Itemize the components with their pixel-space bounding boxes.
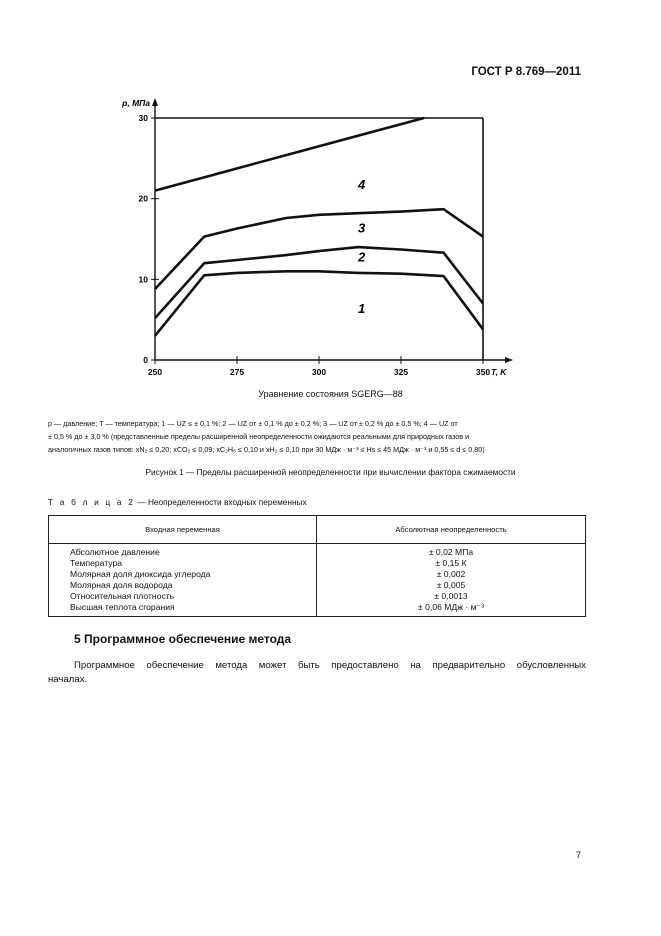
table-title-rest: — Неопределенности входных переменных [135, 497, 307, 507]
page-number: 7 [575, 850, 581, 860]
section-paragraph [48, 659, 586, 687]
table-cell-uncertainty: ± 0,005 [436, 580, 466, 590]
legend-line-2: ± 0,5 % до ± 3,0 % (представленные пределы расширенной неопределенности ожидаются реальными для природных газов и [48, 432, 470, 441]
table-cell-variable: Молярная доля диоксида углерода [70, 569, 211, 579]
table-variable-column [49, 544, 317, 617]
table-cell-variable: Молярная доля водорода [70, 580, 173, 590]
legend-line-3: аналогичных газов типов: xN₂ ≤ 0,20; xCO₂ ≤ 0,09; xC₂H₆ ≤ 0,10 и xH₂ ≤ 0,10 при 30 МДж · м⁻³ ≤ Hs ≤ 45 МДж · м⁻³ и 0,55 ≤ d ≤ 0,80) [48, 445, 485, 454]
series-line-2 [155, 247, 483, 318]
figure-caption: Рисунок 1 — Пределы расширенной неопределенности при вычислении фактора сжимаемости [145, 467, 516, 477]
document-code: ГОСТ Р 8.769—2011 [471, 66, 581, 78]
section-title: 5 Программное обеспечение метода [74, 632, 292, 646]
series-label-3: 3 [358, 220, 366, 236]
table-title-prefix: Т а б л и ц а 2 [48, 497, 136, 507]
uncertainty-chart [100, 90, 530, 380]
series-label-2: 2 [358, 249, 366, 265]
table-uncertainty-column [317, 544, 586, 617]
series-label-4: 4 [358, 176, 366, 192]
series-line-4 [155, 118, 424, 191]
x-axis-arrow [505, 357, 513, 363]
y-tick-label: 30 [138, 113, 148, 123]
x-axis-label: T, K [491, 367, 507, 377]
x-tick-label: 250 [147, 367, 163, 377]
table-row [49, 544, 586, 617]
x-tick-label: 300 [311, 367, 327, 377]
table-cell-uncertainty: ± 0,0013 [434, 591, 468, 601]
table-cell-variable: Относительная плотность [70, 591, 175, 601]
y-tick-label: 20 [138, 193, 148, 204]
paragraph-line-2: началах. [48, 674, 88, 685]
x-tick-label: 275 [229, 367, 245, 377]
table-cell-uncertainty: ± 0,06 МДж · м⁻³ [418, 602, 484, 612]
table-cell-uncertainty: ± 0,02 МПа [428, 547, 474, 557]
y-tick-label: 10 [138, 274, 148, 285]
table-cell-variable: Абсолютное давление [70, 547, 160, 557]
x-tick-label: 350 [475, 367, 491, 377]
series-line-1 [155, 271, 483, 336]
y-tick-label: 0 [143, 355, 148, 365]
table-cell-uncertainty: ± 0,002 [436, 569, 466, 579]
table-header-uncertainty: Абсолютная неопределенность [317, 516, 586, 544]
table-title [48, 497, 307, 507]
table-cell-variable: Высшая теплота сгорания [70, 602, 175, 612]
figure-title: Уравнение состояния SGERG—88 [258, 389, 403, 399]
uncertainty-table [48, 515, 586, 617]
table-cell-variable: Температура [70, 558, 123, 568]
legend-line-1: p — давление; T — температура; 1 — UZ ≤ ± 0,1 %; 2 — UZ от ± 0,1 % до ± 0,2 %; 3 — UZ от ± 0,2 % до ± 0,5 %; 4 — UZ от [48, 419, 458, 428]
figure-legend [48, 417, 610, 456]
x-tick-label: 325 [393, 367, 409, 377]
paragraph-line-1: Программное обеспечение метода может быть предоставлено на предварительно обусловленных [74, 660, 586, 671]
series-label-1: 1 [358, 301, 366, 317]
table-header-variable: Входная переменная [49, 516, 317, 544]
y-axis-arrow [152, 98, 158, 106]
table-cell-uncertainty: ± 0,15 К [435, 558, 467, 568]
y-axis-label: p, МПа [122, 98, 150, 108]
